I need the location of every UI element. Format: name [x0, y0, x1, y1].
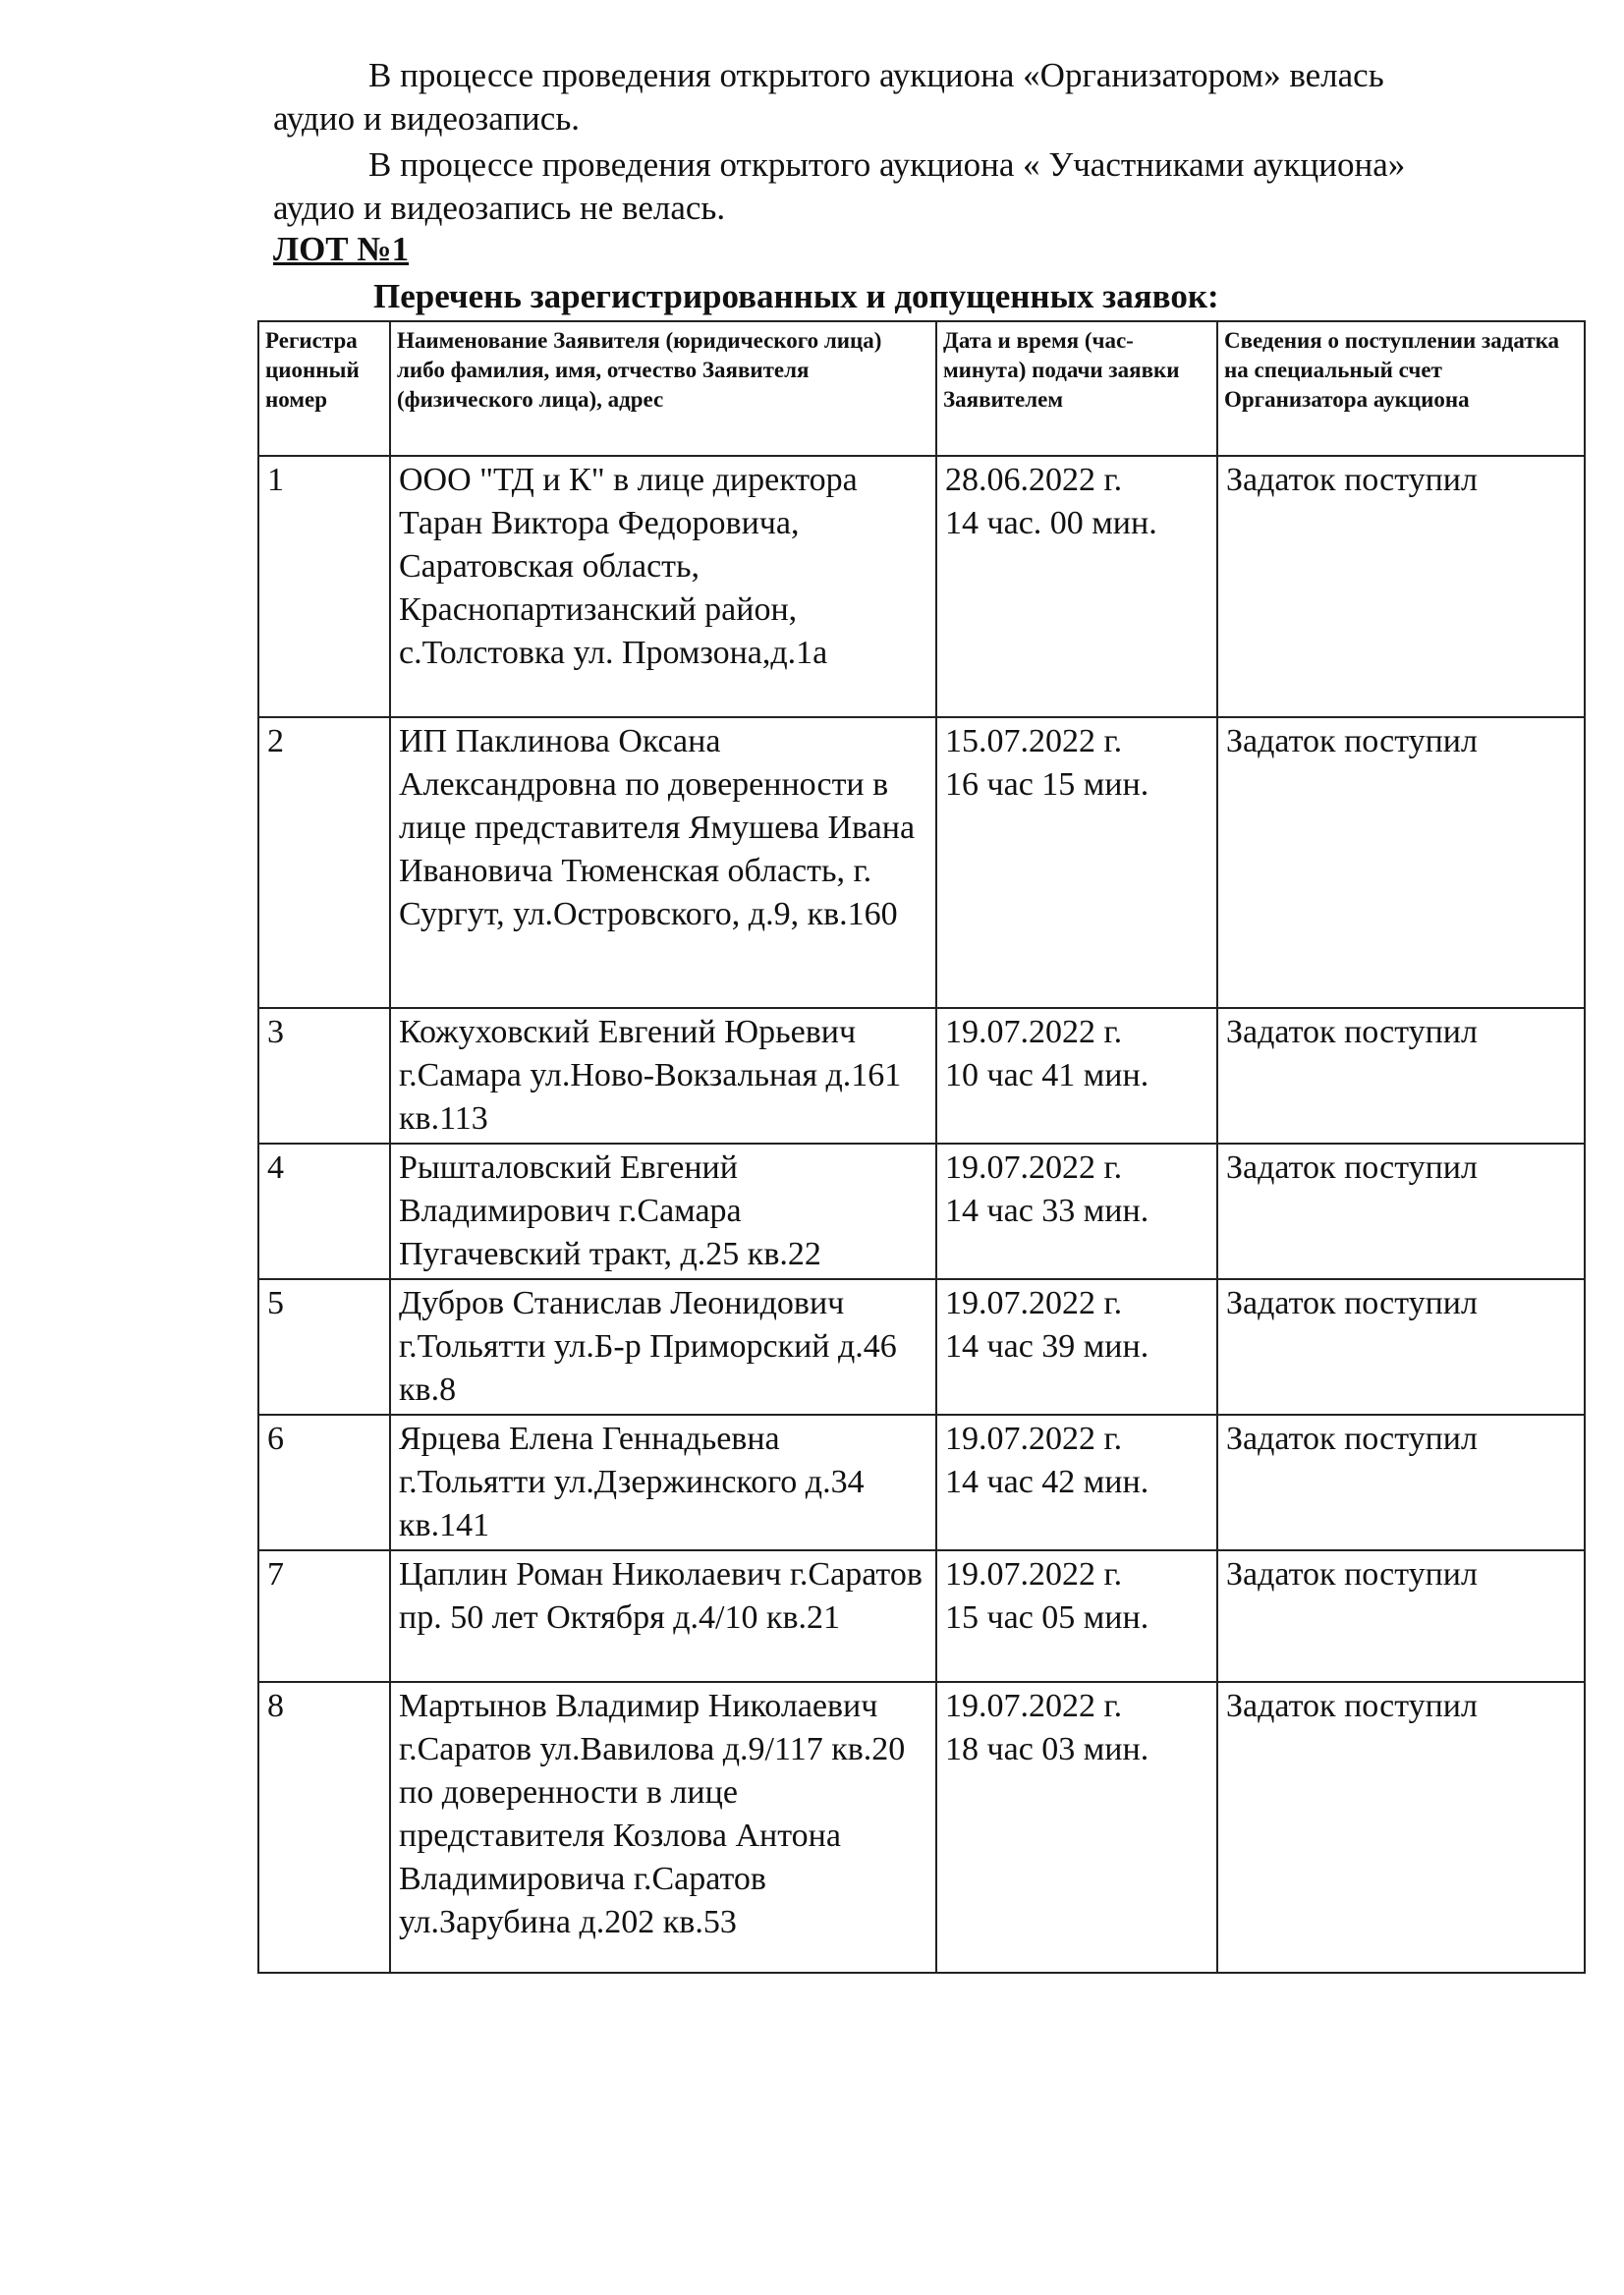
table-row	[258, 456, 1585, 717]
cell-deposit-status: Задаток поступил	[1217, 717, 1585, 1008]
table-row	[258, 717, 1585, 1008]
intro-paragraph-1	[0, 54, 1624, 140]
cell-registration-number: 2	[258, 717, 390, 1008]
cell-registration-number: 3	[258, 1008, 390, 1144]
submission-date: 19.07.2022 г.	[945, 1556, 1123, 1593]
paragraph-2-line-2: аудио и видеозапись не велась.	[273, 189, 726, 227]
submission-time: 14 час 39 мин.	[945, 1328, 1149, 1365]
cell-submission-datetime	[936, 1415, 1217, 1550]
submission-time: 14 час. 00 мин.	[945, 505, 1157, 541]
cell-deposit-status: Задаток поступил	[1217, 1415, 1585, 1550]
submission-time: 15 час 05 мин.	[945, 1599, 1149, 1636]
submission-date: 19.07.2022 г.	[945, 1149, 1123, 1186]
cell-applicant: ИП Паклинова Оксана Александровна по доверенности в лице представителя Ямушева Ивана Ивановича Тюменская область, г. Сургут, ул.Островского, д.9, кв.160	[390, 717, 936, 1008]
submission-time: 10 час 41 мин.	[945, 1057, 1149, 1093]
cell-registration-number: 6	[258, 1415, 390, 1550]
cell-deposit-status: Задаток поступил	[1217, 1550, 1585, 1682]
cell-deposit-status: Задаток поступил	[1217, 1008, 1585, 1144]
submission-date: 19.07.2022 г.	[945, 1014, 1123, 1050]
cell-deposit-status: Задаток поступил	[1217, 456, 1585, 717]
cell-submission-datetime	[936, 1279, 1217, 1415]
cell-applicant: Дубров Станислав Леонидович г.Тольятти ул.Б-р Приморский д.46 кв.8	[390, 1279, 936, 1415]
table-row	[258, 1415, 1585, 1550]
cell-registration-number: 1	[258, 456, 390, 717]
submission-time: 14 час 42 мин.	[945, 1464, 1149, 1500]
cell-deposit-status: Задаток поступил	[1217, 1682, 1585, 1973]
cell-deposit-status: Задаток поступил	[1217, 1144, 1585, 1279]
submission-time: 16 час 15 мин.	[945, 766, 1149, 803]
paragraph-1-line-1: В процессе проведения открытого аукциона «Организатором» велась	[368, 56, 1384, 94]
paragraph-2-line-1: В процессе проведения открытого аукциона « Участниками аукциона»	[368, 145, 1406, 184]
cell-deposit-status: Задаток поступил	[1217, 1279, 1585, 1415]
submission-date: 28.06.2022 г.	[945, 462, 1123, 498]
cell-applicant: Мартынов Владимир Николаевич г.Саратов ул.Вавилова д.9/117 кв.20 по доверенности в лице представителя Козлова Антона Владимировича г.Саратов ул.Зарубина д.202 кв.53	[390, 1682, 936, 1973]
cell-registration-number: 7	[258, 1550, 390, 1682]
header-applicant: Наименование Заявителя (юридического лица) либо фамилия, имя, отчество Заявителя (физического лица), адрес	[390, 321, 936, 456]
cell-submission-datetime	[936, 1008, 1217, 1144]
cell-registration-number: 4	[258, 1144, 390, 1279]
cell-applicant: Рышталовский Евгений Владимирович г.Самара Пугачевский тракт, д.25 кв.22	[390, 1144, 936, 1279]
lot-title: ЛОТ №1	[273, 230, 410, 268]
table-header-row	[258, 321, 1585, 456]
cell-submission-datetime	[936, 456, 1217, 717]
submission-time: 14 час 33 мин.	[945, 1193, 1149, 1229]
applications-table	[257, 320, 1586, 1974]
table-row	[258, 1682, 1585, 1973]
cell-applicant: Кожуховский Евгений Юрьевич г.Самара ул.Ново-Вокзальная д.161 кв.113	[390, 1008, 936, 1144]
header-deposit-info: Сведения о поступлении задатка на специальный счет Организатора аукциона	[1217, 321, 1585, 456]
submission-date: 19.07.2022 г.	[945, 1285, 1123, 1321]
cell-applicant: ООО "ТД и К" в лице директора Таран Виктора Федоровича, Саратовская область, Краснопартизанский район, с.Толстовка ул. Промзона,д.1а	[390, 456, 936, 717]
table-row	[258, 1550, 1585, 1682]
cell-submission-datetime	[936, 717, 1217, 1008]
cell-applicant: Цаплин Роман Николаевич г.Саратов пр. 50 лет Октября д.4/10 кв.21	[390, 1550, 936, 1682]
intro-paragraph-2	[0, 143, 1624, 230]
submission-time: 18 час 03 мин.	[945, 1731, 1149, 1767]
cell-registration-number: 8	[258, 1682, 390, 1973]
header-registration-number: Регистра ционный номер	[258, 321, 390, 456]
cell-registration-number: 5	[258, 1279, 390, 1415]
header-submission-datetime: Дата и время (час-минута) подачи заявки Заявителем	[936, 321, 1217, 456]
cell-submission-datetime	[936, 1682, 1217, 1973]
submission-date: 19.07.2022 г.	[945, 1421, 1123, 1457]
submission-date: 19.07.2022 г.	[945, 1688, 1123, 1724]
table-row	[258, 1144, 1585, 1279]
cell-submission-datetime	[936, 1550, 1217, 1682]
table-row	[258, 1008, 1585, 1144]
paragraph-1-line-2: аудио и видеозапись.	[273, 99, 581, 138]
table-row	[258, 1279, 1585, 1415]
submission-date: 15.07.2022 г.	[945, 723, 1123, 759]
cell-submission-datetime	[936, 1144, 1217, 1279]
table-title: Перечень зарегистрированных и допущенных заявок:	[373, 277, 1219, 315]
cell-applicant: Ярцева Елена Геннадьевна г.Тольятти ул.Дзержинского д.34 кв.141	[390, 1415, 936, 1550]
